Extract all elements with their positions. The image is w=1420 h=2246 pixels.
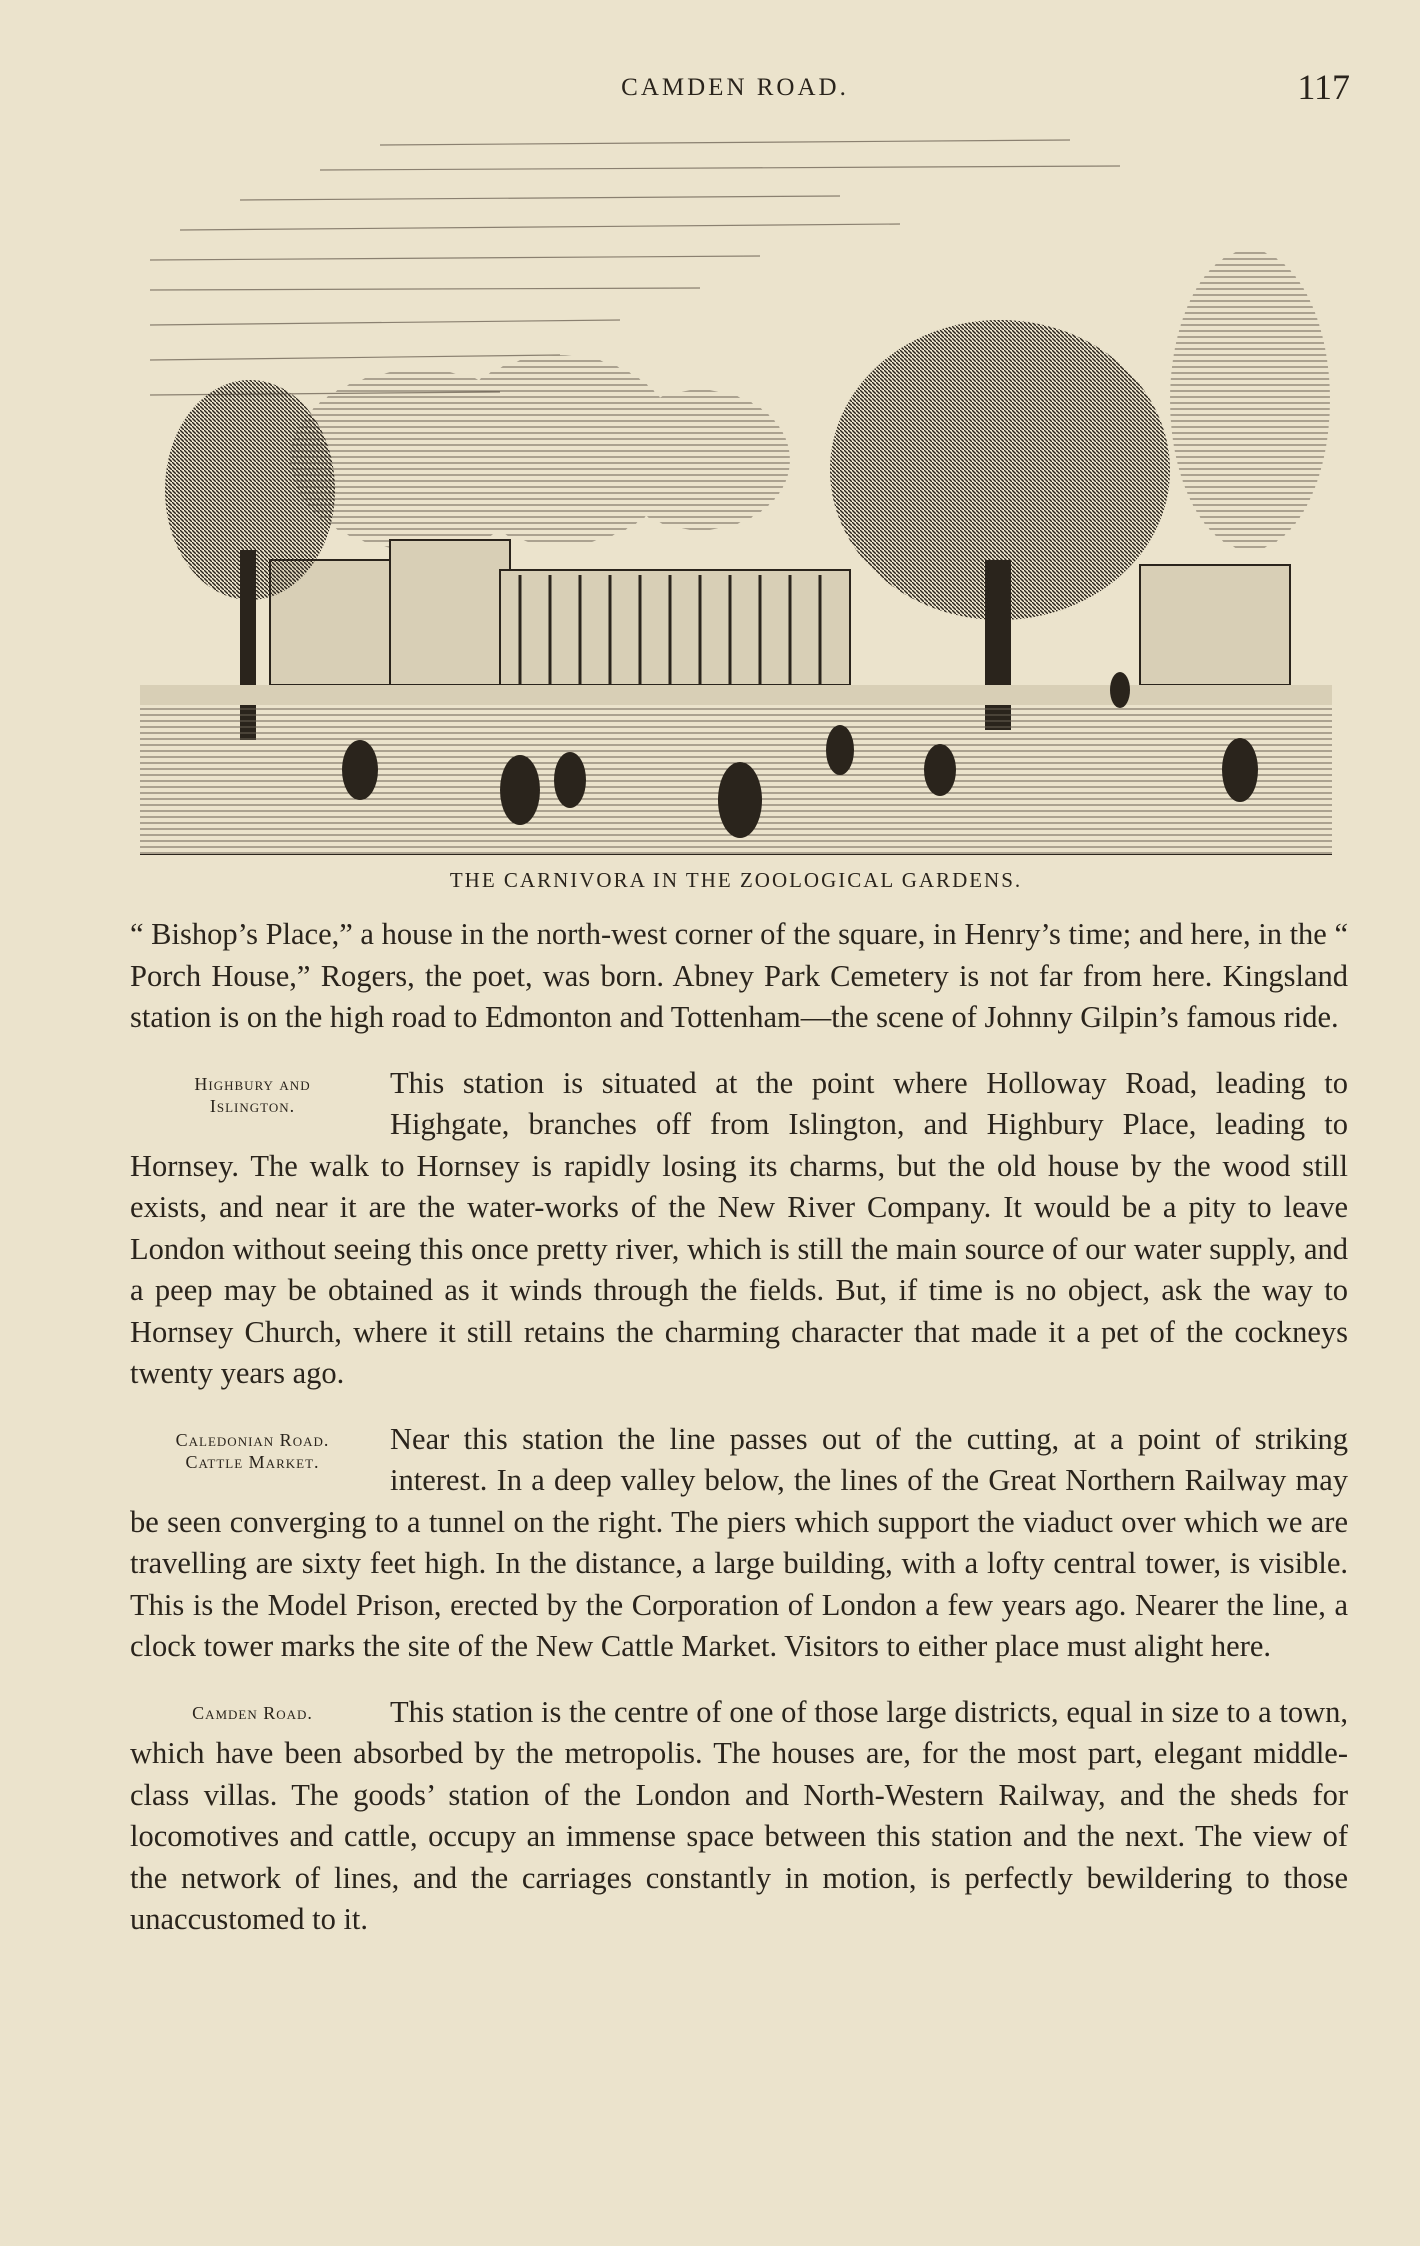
- section-paragraph: This station is the centre of one of those large districts, equal in size to a town, which have been absorbed by the metropolis. The houses are, for the most part, elegant middle-class villas. The goods’ station of the London and North-Western Railway, and the sheds for locomotives and cattle, occupy an immense space between this station and the next. The view of the network of lines, and the carriages constantly in motion, is perfectly bewildering to those unaccustomed to it.: [130, 1694, 1348, 1936]
- pavilion-buildings: [270, 540, 1290, 685]
- body-text: [130, 914, 1348, 1941]
- side-note-camden-road: [130, 1692, 375, 1724]
- engraving-drawing: [140, 130, 1332, 855]
- page-number: 117: [1297, 67, 1350, 107]
- side-note-caledonian-road: [130, 1419, 375, 1473]
- background-trees: [290, 355, 790, 550]
- page-header: [120, 66, 1350, 116]
- section-paragraph: Near this station the line passes out of the cutting, at a point of striking interest. In a deep valley below, the lines of the Great Northern Railway may be seen converging to a tunnel on the right. The piers which support the viaduct over which we are travelling are sixty feet high. In the distance, a large building, with a lofty central tower, is visible. This is the Model Prison, erected by the Corporation of London a few years ago. Nearer the line, a clock tower marks the site of the New Cattle Market. Visitors to either place must alight here.: [130, 1421, 1348, 1663]
- section-paragraph: This station is situated at the point where Holloway Road, leading to Highgate, branches off from Islington, and Highbury Place, leading to Hornsey. The walk to Hornsey is rapidly losing its charms, but the old house by the wood still exists, and near it are the water-works of the New River Company. It would be a pity to leave London without seeing this once pretty river, which is still the main source of our water supply, and a peep may be obtained as it winds through the fields. But, if time is no object, ask the way to Hornsey Church, where it still retains the charming character that made it a pet of the cockneys twenty years ago.: [130, 1065, 1348, 1390]
- side-note-line: Islington.: [209, 1095, 296, 1116]
- side-note-highbury-islington: [130, 1063, 375, 1117]
- side-note-line: Camden Road.: [192, 1702, 313, 1723]
- illustration-caption: THE CARNIVORA IN THE ZOOLOGICAL GARDENS.: [449, 868, 1023, 892]
- section-highbury-islington: [130, 1063, 1348, 1395]
- side-note-line: Cattle Market.: [185, 1451, 320, 1472]
- engraving-illustration: [140, 130, 1332, 855]
- running-head: CAMDEN ROAD.: [621, 74, 849, 101]
- side-note-line: Caledonian Road.: [175, 1429, 330, 1450]
- continuation-paragraph: “ Bishop’s Place,” a house in the north-west corner of the square, in Henry’s time; and here, in the “ Porch House,” Rogers, the poet, was born. Abney Park Cemetery is not far from here. Kingsland station is on the high road to Edmonton and Tottenham—the scene of Johnny Gilpin’s famous ride.: [130, 917, 1348, 1034]
- section-caledonian-road: [130, 1419, 1348, 1668]
- section-camden-road: [130, 1692, 1348, 1941]
- side-note-line: Highbury and: [194, 1073, 311, 1094]
